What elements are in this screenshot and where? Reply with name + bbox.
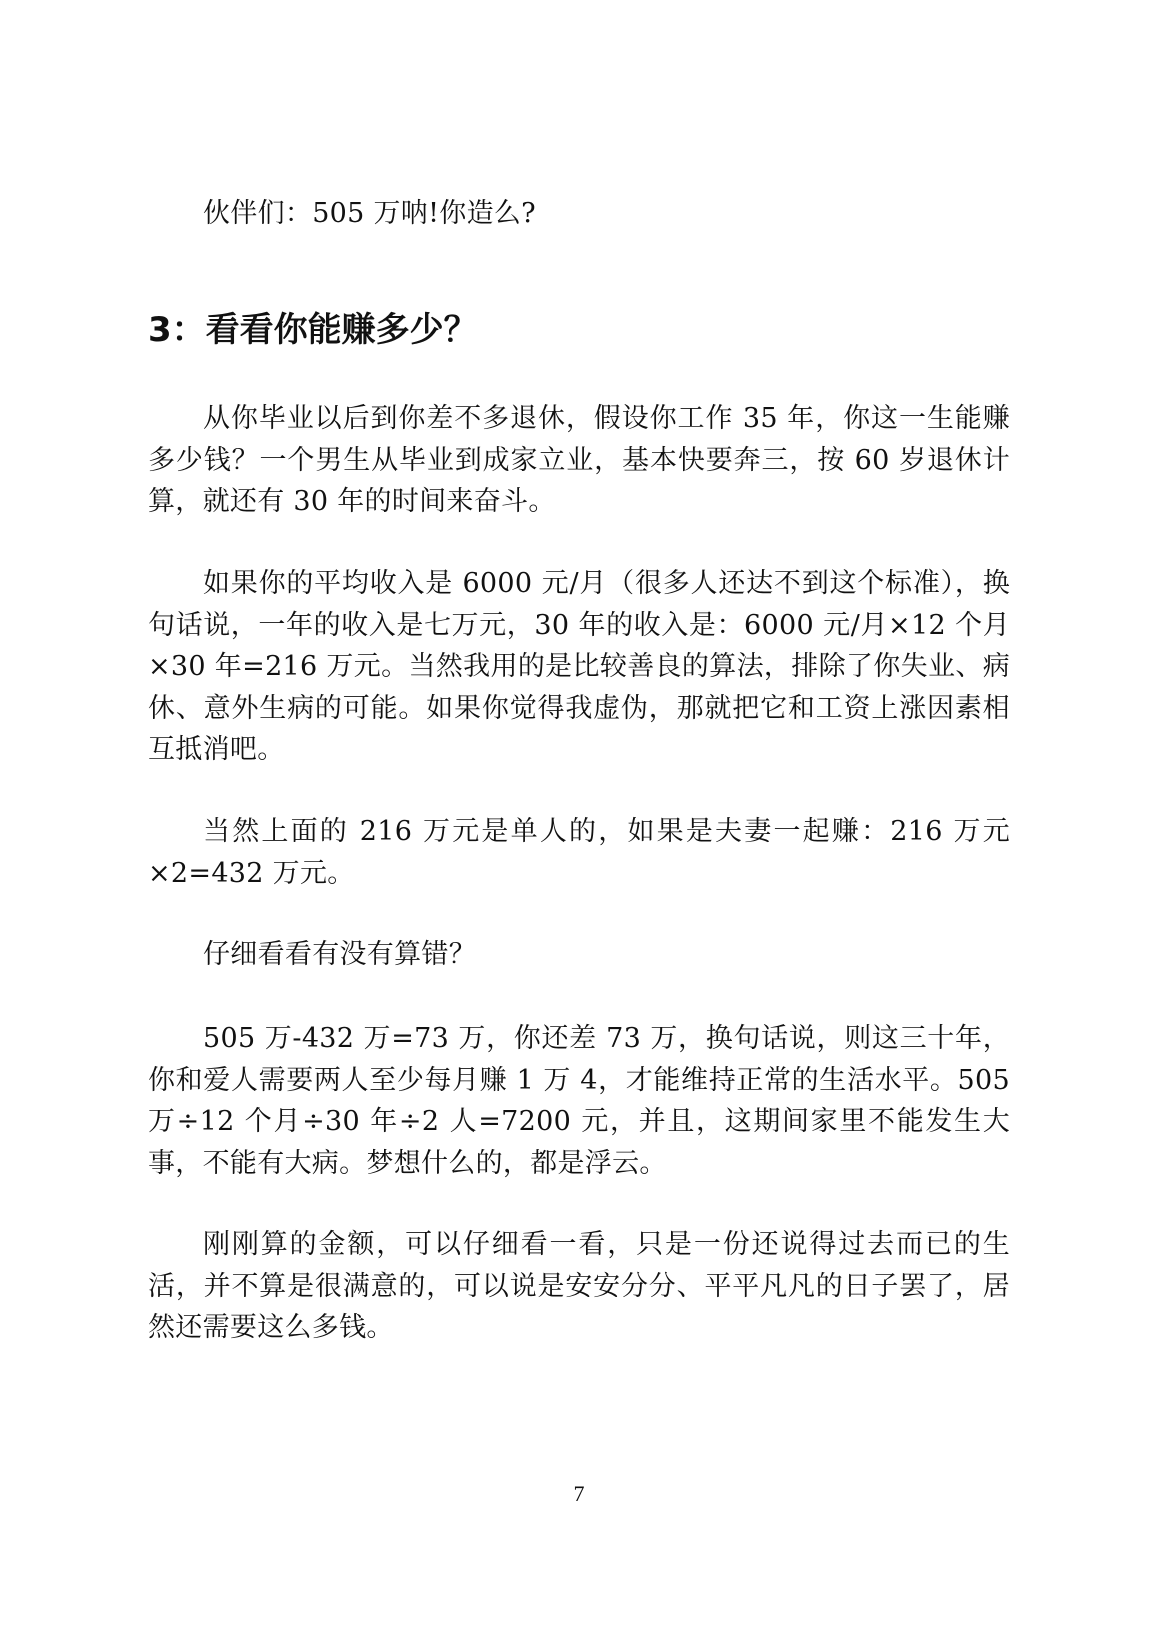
- page-number: 7: [573, 1481, 585, 1506]
- paragraph-couple-income: 当然上面的 216 万元是单人的，如果是夫妻一起赚：216 万元×2=432 万元。: [148, 816, 1010, 889]
- paragraph-conclusion: 刚刚算的金额，可以仔细看一看，只是一份还说得过去而已的生活，并不算是很满意的，可以说是安安分分、平平凡凡的日子罢了，居然还需要这么多钱。: [148, 1229, 1010, 1343]
- paragraph-income-calculation: 如果你的平均收入是 6000 元/月（很多人还达不到这个标准），换句话说，一年的收入是七万元，30 年的收入是：6000 元/月×12 个月×30 年=216 万元。当然我用的是比较善良的算法，排除了你失业、病休、意外生病的可能。如果你觉得我虚伪，那就把它和工资上涨因素相互抵消吧。: [148, 568, 1010, 765]
- paragraph-shortfall: 505 万-432 万=73 万，你还差 73 万，换句话说，则这三十年，你和爱人需要两人至少每月赚 1 万 4，才能维持正常的生活水平。505 万÷12 个月÷30 年÷2 人=7200 元，并且，这期间家里不能发生大事，不能有大病。梦想什么的，都是浮云。: [148, 1023, 1010, 1179]
- section-heading: 3：看看你能赚多少？: [148, 310, 478, 350]
- intro-paragraph: 伙伴们：505 万呐!你造么?: [203, 198, 536, 229]
- paragraph-career-earnings: 从你毕业以后到你差不多退休，假设你工作 35 年，你这一生能赚多少钱？一个男生从毕业到成家立业，基本快要奔三，按 60 岁退休计算，就还有 30 年的时间来奋斗。: [148, 403, 1010, 517]
- paragraph-check-calculation: 仔细看看有没有算错？: [203, 939, 476, 970]
